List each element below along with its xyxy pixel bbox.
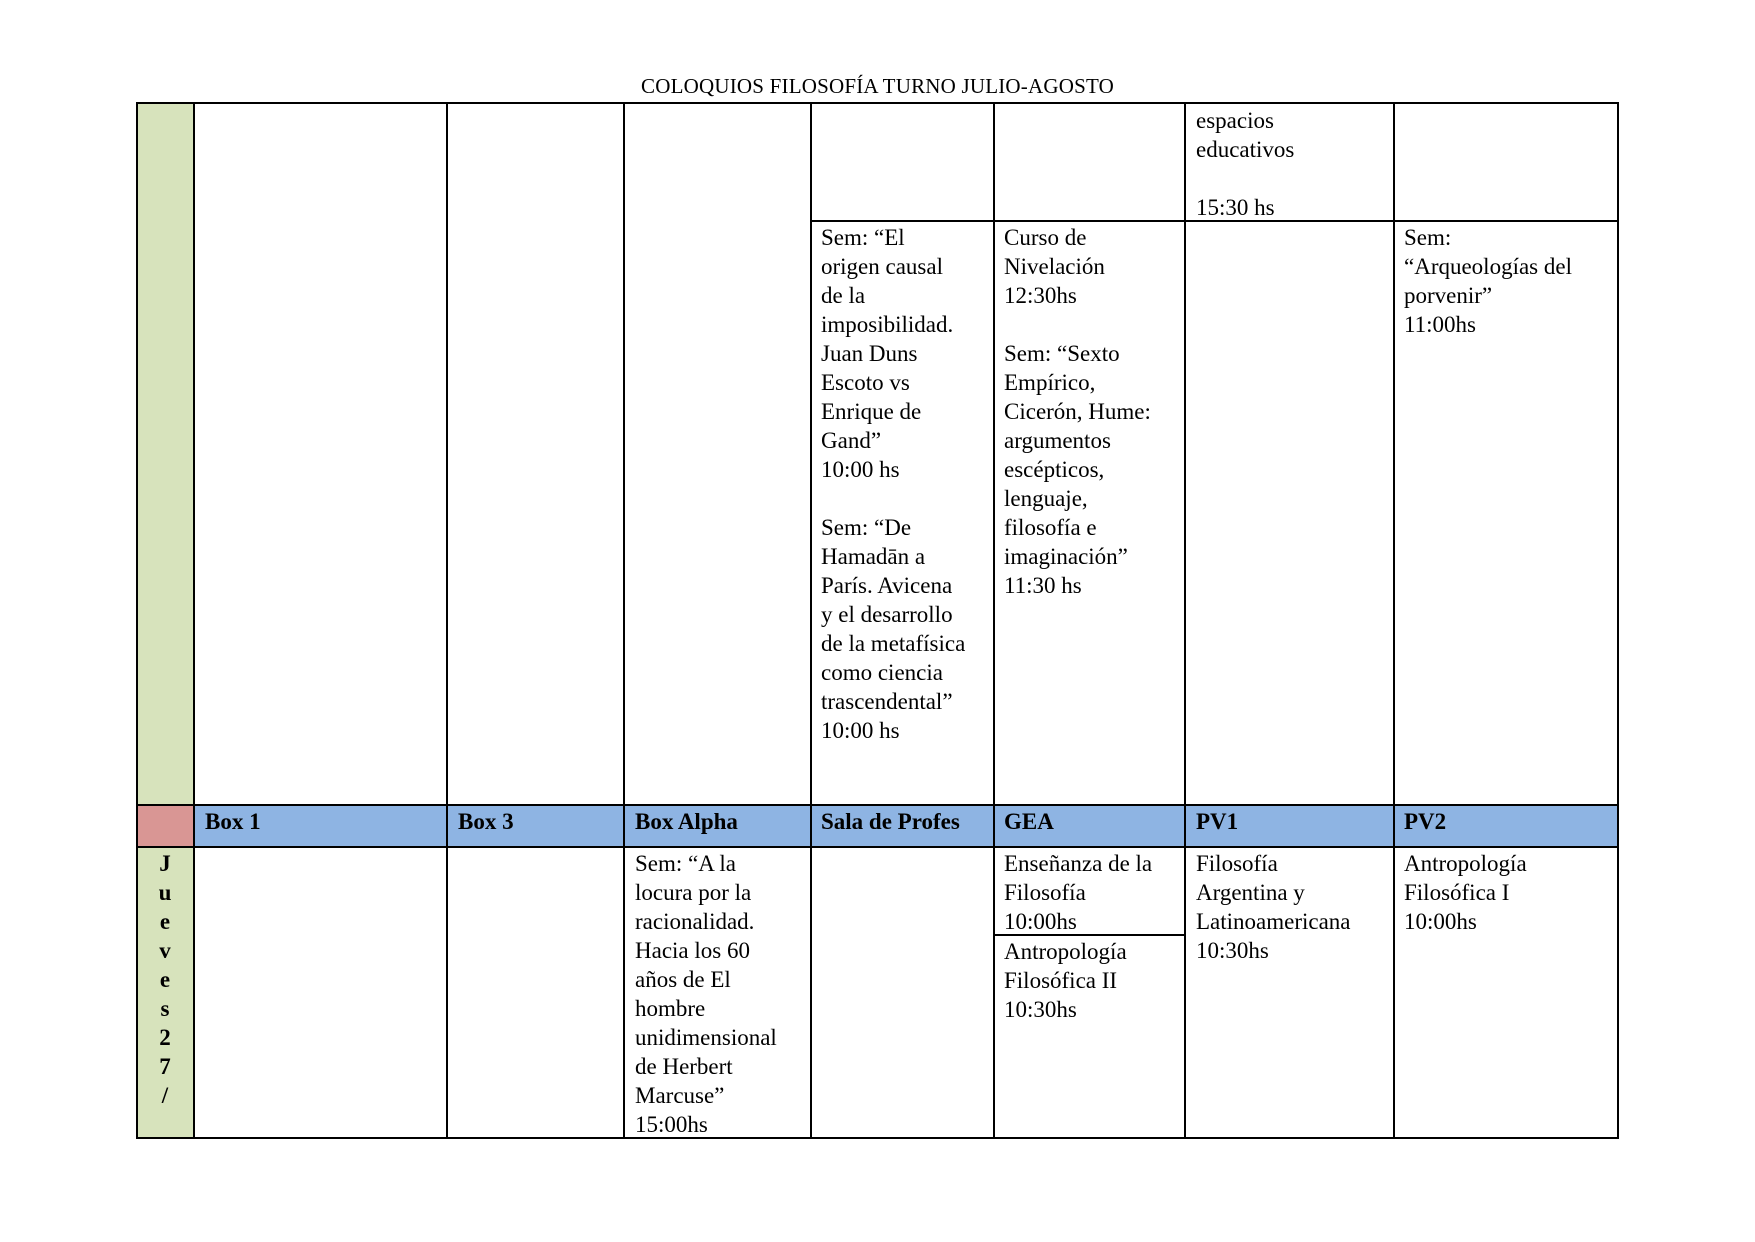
col-line-0 — [136, 102, 138, 1139]
cell-pv2-bottom: Antropología Filosófica I 10:00hs — [1404, 851, 1527, 934]
day-column-top-bg — [136, 103, 194, 805]
day-label: J u e v e s 2 7 / — [158, 851, 172, 1108]
cell-gea-top: Curso de Nivelación 12:30hs Sem: “Sexto Empírico, Cicerón, Hume: argumentos escépticos, lenguaje, filosofía e imaginación” 11:30 hs — [1004, 225, 1151, 598]
header-top-border — [136, 804, 1619, 806]
document-title: COLOQUIOS FILOSOFÍA TURNO JULIO-AGOSTO — [641, 74, 1114, 98]
table-bottom-border — [136, 1137, 1619, 1139]
header-pv1: PV1 — [1196, 809, 1239, 834]
col-line-5 — [993, 102, 995, 1139]
cell-gea-bottom-2: Antropología Filosófica II 10:30hs — [1004, 939, 1127, 1022]
cell-pv1-bottom: Filosofía Argentina y Latinoamericana 10:30hs — [1196, 851, 1351, 963]
row-divider-top-sub — [811, 220, 1619, 222]
cell-pv2-top: Sem: “Arqueologías del porvenir” 11:00hs — [1404, 225, 1572, 337]
col-line-8 — [1617, 102, 1619, 1139]
cell-gea-bottom-1: Enseñanza de la Filosofía 10:00hs — [1004, 851, 1153, 934]
header-sala-de-profes: Sala de Profes — [821, 809, 960, 834]
cell-box-alpha-bottom: Sem: “A la locura por la racionalidad. Hacia los 60 años de El hombre unidimensional de Herbert Marcuse” 15:00hs — [635, 851, 777, 1137]
header-box-3: Box 3 — [458, 809, 514, 834]
col-line-3 — [623, 102, 625, 1139]
header-pv2: PV2 — [1404, 809, 1447, 834]
col-line-7 — [1393, 102, 1395, 1139]
header-gea: GEA — [1004, 809, 1054, 834]
col-line-1 — [193, 102, 195, 1139]
table-top-border — [136, 102, 1619, 104]
cell-sala-de-profes-top: Sem: “El origen causal de la imposibilidad. Juan Duns Escoto vs Enrique de Gand” 10:00 hs Sem: “De Hamadān a París. Avicena y el desarrollo de la metafísica como ciencia trascendental” 10:00 hs — [821, 225, 966, 743]
header-bottom-border — [136, 846, 1619, 848]
header-box-1: Box 1 — [205, 809, 261, 834]
cell-pv1-continued: espacios educativos 15:30 hs — [1196, 108, 1295, 220]
col-line-2 — [446, 102, 448, 1139]
day-column-header-bg — [136, 805, 194, 847]
header-box-alpha: Box Alpha — [635, 809, 738, 834]
